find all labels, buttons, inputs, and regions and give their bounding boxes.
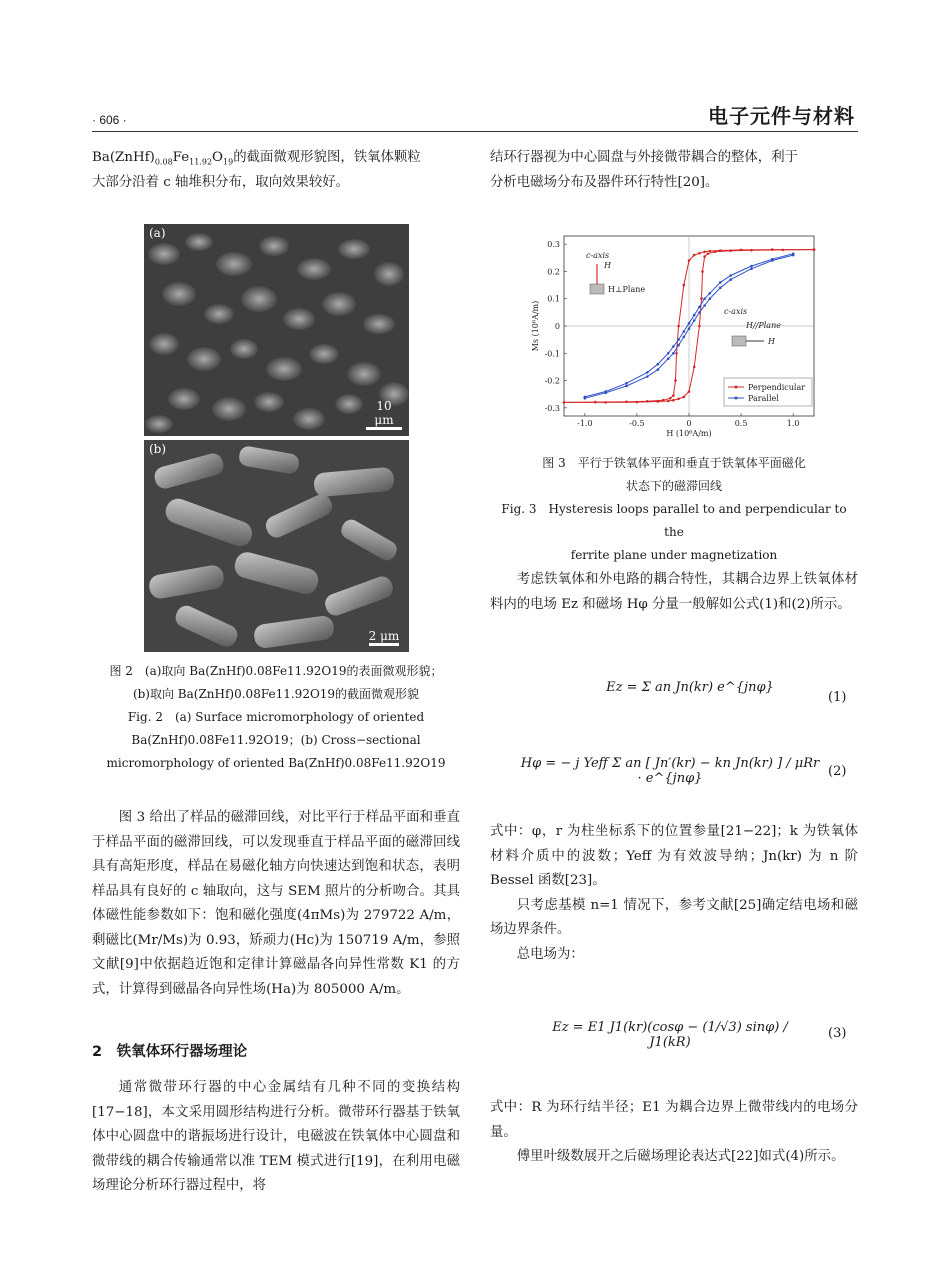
scale-bar-b-line xyxy=(369,643,399,646)
fig3-caption-cn-2: 状态下的磁滞回线 xyxy=(625,479,722,493)
scale-bar-a xyxy=(365,399,403,430)
data-point xyxy=(667,352,670,355)
data-point xyxy=(563,401,566,404)
right-paragraph-6: 傅里叶级数展开之后磁场理论表达式[22]如式(4)所示。 xyxy=(516,1149,845,1164)
data-point xyxy=(677,344,680,347)
data-point xyxy=(683,396,686,399)
x-tick-label: -1.0 xyxy=(577,419,593,428)
x-tick-label: 0.5 xyxy=(734,419,748,428)
annotation-h-parallel-plane: H//Plane xyxy=(746,321,781,330)
fig2-caption-cn-2: (b)取向 Ba(ZnHf)0.08Fe11.92O19的截面微观形貌 xyxy=(132,687,420,701)
data-point xyxy=(698,306,701,309)
left-paragraph-2: 通常微带环行器的中心金属结有几种不同的变换结构[17−18]，本文采用圆形结构进行分析。微带环行器基于铁氧体中心圆盘中的谐振场进行设计，电磁波在铁氧体中心圆盘和微带线的耦合传输通常以准 TEM 模式进行[19]，在利用电磁场理论分析环行器过程中，将 xyxy=(92,1080,460,1193)
left-top-line1: 的截面微观形貌图，铁氧体颗粒 xyxy=(233,150,421,165)
data-point xyxy=(703,251,706,254)
fig3-caption xyxy=(490,452,858,567)
scale-bar-b-text: 2 μm xyxy=(368,629,400,643)
data-point xyxy=(683,336,686,339)
data-point xyxy=(646,371,649,374)
data-point xyxy=(625,385,628,388)
data-point xyxy=(688,259,691,262)
fig3-caption-cn-1: 图 3 平行于铁氧体平面和垂直于铁氧体平面磁化 xyxy=(542,456,806,470)
data-point xyxy=(714,251,717,254)
data-point xyxy=(729,249,732,252)
data-point xyxy=(646,375,649,378)
annotation-h-perp: H xyxy=(604,261,611,270)
scale-bar-a-text: 10 μm xyxy=(374,399,394,427)
data-point xyxy=(700,297,703,300)
data-point xyxy=(672,394,675,397)
header-rule xyxy=(92,131,858,132)
crystal-icon-perp xyxy=(590,284,604,294)
y-tick-label: 0.1 xyxy=(547,294,560,304)
data-point xyxy=(584,396,587,399)
data-point xyxy=(604,401,607,404)
data-point xyxy=(677,338,680,341)
panel-a-label: (a) xyxy=(149,226,166,240)
data-point xyxy=(672,399,675,402)
data-point xyxy=(709,297,712,300)
x-tick-label: 1.0 xyxy=(786,419,800,428)
data-point xyxy=(683,330,686,333)
data-point xyxy=(698,311,701,314)
crystal-icon-par xyxy=(732,336,746,346)
legend-marker xyxy=(735,397,738,400)
data-point xyxy=(657,363,660,366)
data-point xyxy=(677,398,680,401)
data-point xyxy=(709,250,712,253)
section-heading: 2 铁氧体环行器场理论 xyxy=(92,1044,248,1060)
y-tick-label: -0.3 xyxy=(544,403,560,413)
data-point xyxy=(657,368,660,371)
y-axis-label: Ms (10⁶A/m) xyxy=(531,300,540,352)
sem-image-cross-section xyxy=(144,440,409,652)
left-body-2 xyxy=(92,1076,460,1199)
sem-image-surface xyxy=(144,224,409,436)
hysteresis-chart xyxy=(528,228,828,450)
data-point xyxy=(667,400,670,403)
fig3-caption-en-1: Fig. 3 Hysteresis loops parallel to and perpendicular to the xyxy=(501,502,847,539)
fig3-caption-en-2: ferrite plane under magnetization xyxy=(570,548,778,562)
y-tick-label: -0.2 xyxy=(544,376,560,386)
fig2-caption-en-1: Fig. 2 (a) Surface micromorphology of oriented xyxy=(127,710,425,724)
equation-3-number: (3) xyxy=(828,1026,847,1041)
legend-label: Parallel xyxy=(748,394,779,403)
legend-marker xyxy=(735,386,738,389)
data-point xyxy=(792,252,795,255)
annotation-h-par: H xyxy=(768,337,775,346)
data-point xyxy=(782,249,785,252)
data-point xyxy=(703,297,706,300)
data-point xyxy=(707,252,710,255)
right-body-2 xyxy=(490,820,858,967)
data-point xyxy=(750,249,753,252)
scale-bar-a-line xyxy=(366,427,402,430)
journal-title: 电子元件与材料 xyxy=(708,104,855,128)
data-point xyxy=(750,265,753,268)
data-point xyxy=(703,304,706,307)
x-tick-label: 0 xyxy=(686,419,692,428)
data-point xyxy=(604,390,607,393)
equation-1: Ez = Σ an Jn(kr) e^{jnφ} xyxy=(606,680,774,695)
y-tick-label: -0.1 xyxy=(544,349,560,359)
annotation-c-axis-perp: c-axis xyxy=(586,251,610,260)
data-point xyxy=(703,255,706,258)
data-point xyxy=(693,254,696,257)
equation-2: Hφ = − j Yeff Σ an [ Jn′(kr) − kn Jn(kr) ] / μRr · e^{jnφ} xyxy=(520,756,820,786)
data-point xyxy=(688,327,691,330)
data-point xyxy=(729,274,732,277)
data-point xyxy=(677,325,680,328)
data-point xyxy=(667,357,670,360)
data-point xyxy=(693,366,696,369)
data-point xyxy=(636,401,639,404)
data-point xyxy=(698,252,701,255)
fig2-caption-cn-1: 图 2 (a)取向 Ba(ZnHf)0.08Fe11.92O19的表面微观形貌； xyxy=(109,664,443,678)
data-point xyxy=(625,382,628,385)
right-top-line1: 结环行器视为中心圆盘与外接微带耦合的整体，利于 xyxy=(490,150,798,165)
data-point xyxy=(657,400,660,403)
data-point xyxy=(701,270,704,273)
data-point xyxy=(674,379,677,382)
left-paragraph-1: 图 3 给出了样品的磁滞回线，对比平行于样品平面和垂直于样品平面的磁滞回线，可以发现垂直于样品平面的磁滞回线具有高矩形度，样品在易磁化轴方向快速达到饱和状态，表明样品具有良好的 c 轴取向，这与 SEM 照片的分析吻合。其具体磁性能参数如下：饱和磁化强度(4πMs)为 279722 A/m，剩磁比(Mr/Ms)为 0.93，矫顽力(Hc)为 150719 A/m，参照文献[9]中依据趋近饱和定律计算磁晶各向异性常数 K1 的方式，计算得到磁晶各向异性场(Ha)为 805000 A/m。 xyxy=(92,810,460,997)
right-top-line2: 分析电磁场分布及器件环行特性[20]。 xyxy=(490,174,719,190)
right-paragraph-4: 总电场为： xyxy=(516,946,584,962)
y-tick-label: 0.3 xyxy=(547,240,560,250)
data-point xyxy=(672,352,675,355)
right-paragraph-1: 考虑铁氧体和外电路的耦合特性，其耦合边界上铁氧体材料内的电场 Ez 和磁场 Hφ 分量一般解如公式(1)和(2)所示。 xyxy=(490,572,858,612)
left-top-line2: 大部分沿着 c 轴堆积分布，取向效果较好。 xyxy=(92,174,350,190)
data-point xyxy=(683,284,686,287)
data-point xyxy=(750,267,753,270)
data-point xyxy=(672,345,675,348)
right-paragraph-3: 只考虑基模 n=1 情况下，参考文献[25]确定结电场和磁场边界条件。 xyxy=(490,897,858,937)
data-point xyxy=(669,397,672,400)
data-point xyxy=(729,278,732,281)
data-point xyxy=(698,325,701,328)
data-point xyxy=(693,319,696,322)
annotation-h-perpendicular-plane: H⊥Plane xyxy=(608,285,646,294)
left-top-text xyxy=(92,146,460,195)
y-tick-label: 0.2 xyxy=(547,267,560,277)
equation-1-number: (1) xyxy=(828,690,847,705)
fig2-caption xyxy=(92,660,460,775)
data-point xyxy=(693,314,696,317)
data-point xyxy=(771,258,774,261)
y-tick-label: 0 xyxy=(554,322,560,331)
fig2-caption-en-2: Ba(ZnHf)0.08Fe11.92O19；(b) Cross−sectional xyxy=(131,733,421,747)
right-paragraph-5: 式中：R 为环行结半径；E1 为耦合边界上微带线内的电场分量。 xyxy=(490,1100,858,1140)
x-tick-label: -0.5 xyxy=(629,419,645,428)
panel-b-label: (b) xyxy=(149,442,167,456)
right-paragraph-2: 式中：φ，r 为柱坐标系下的位置参量[21−22]；k 为铁氧体材料介质中的波数；Yeff 为有效波导纳；Jn(kr) 为 n 阶 Bessel 函数[23]。 xyxy=(490,824,858,888)
page-number: · 606 · xyxy=(92,113,127,127)
data-point xyxy=(675,352,678,355)
data-point xyxy=(709,292,712,295)
right-top-text xyxy=(490,146,858,195)
x-axis-label: H (10⁶A/m) xyxy=(666,429,712,438)
right-body-1 xyxy=(490,568,858,617)
left-body xyxy=(92,806,460,1002)
fig2-caption-en-3: micromorphology of oriented Ba(ZnHf)0.08Fe11.92O19 xyxy=(106,756,446,770)
legend-label: Perpendicular xyxy=(748,383,806,392)
annotation-c-axis-par: c-axis xyxy=(724,307,748,316)
data-point xyxy=(719,281,722,284)
equation-3: Ez = E1 J1(kr)(cosφ − (1/√3) sinφ) / J1(kR) xyxy=(552,1020,788,1050)
data-point xyxy=(813,248,816,251)
sem-texture-b xyxy=(144,440,409,652)
scale-bar-b xyxy=(367,629,401,646)
data-point xyxy=(719,287,722,290)
right-body-3 xyxy=(490,1096,858,1170)
formula-ba: $Ba(ZnHf)_{0.08}Fe_{11.92}O_{19}$ xyxy=(92,150,234,167)
data-point xyxy=(688,390,691,393)
data-point xyxy=(688,322,691,325)
equation-2-number: (2) xyxy=(828,764,847,779)
